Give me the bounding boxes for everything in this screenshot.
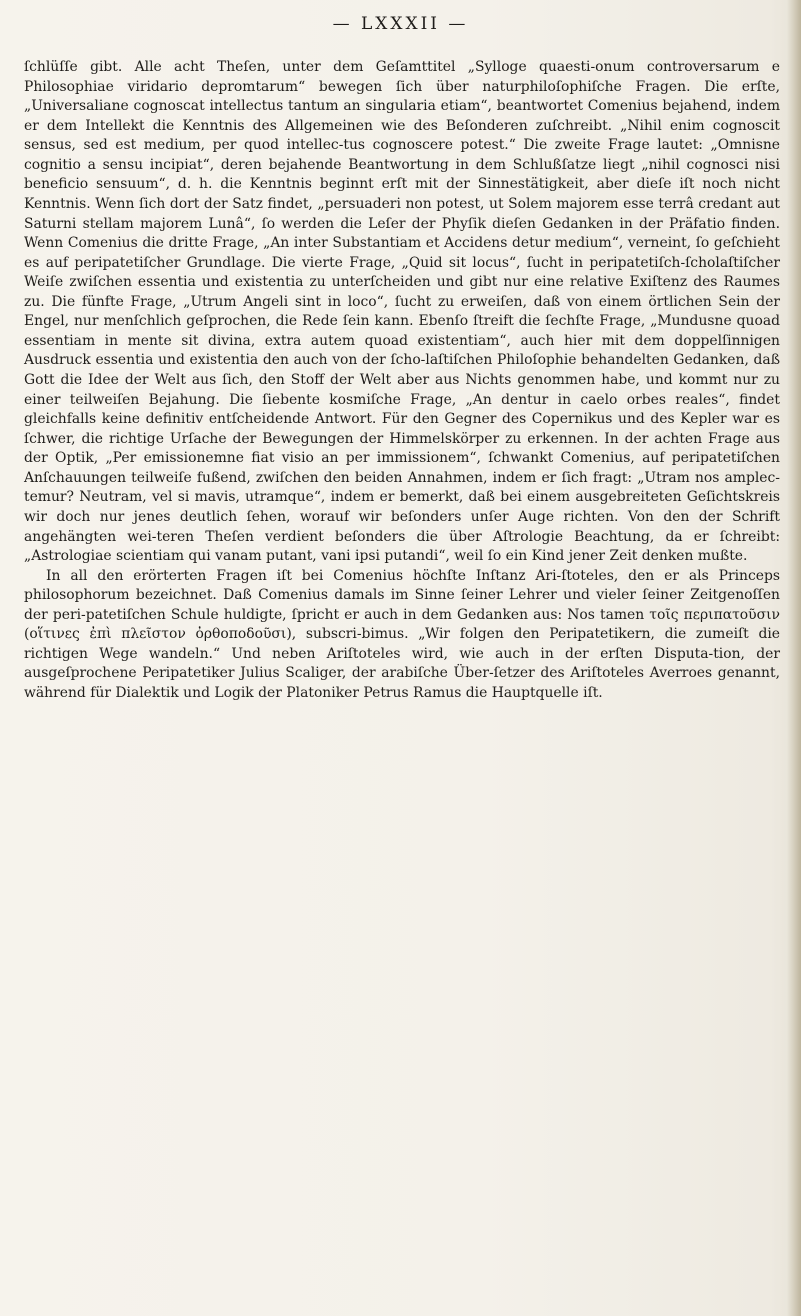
paragraph-aristotle: In all den erörterten Fragen iſt bei Comenius höchſte Inſtanz Ari-ſtoteles, den er als Princeps philosophorum bezeichnet. Daß Comenius damals im Sinne ſeiner Lehrer und vieler ſeiner Zeitgenoſſen der peri-patetiſchen Schule huldigte, ſpricht er auch in dem Gedanken aus: Nos tamen τοῖς περιπατοῦσιν (οἵτινες ἐπὶ πλεῖστον ὀρθοποδοῦσι), subscri-bimus. „Wir folgen den Peripatetikern, die zumeiſt die richtigen Wege wandeln.“ Und neben Ariſtoteles wird, wie auch in der erſten Disputa-tion, der ausgeſprochene Peripatetiker Julius Scaliger, der arabiſche Über-ſetzer des Ariſtoteles Averroes genannt, während für Dialektik und Logik der Platoniker Petrus Ramus die Hauptquelle iſt. <box>24 567 780 701</box>
page-edge-shadow <box>787 0 801 1316</box>
paragraph-theses: ſchlüſſe gibt. Alle acht Theſen, unter dem Geſamttitel „Sylloge quaesti-onum controversarum e Philosophiae viridario depromtarum“ bewegen ſich über naturphiloſophiſche Fragen. Die erſte, „Universaliane cognoscat intellectus tantum an singularia etiam“, beantwortet Comenius bejahend, indem er dem Intellekt die Kenntnis des Allgemeinen wie des Beſonderen zuſchreibt. „Nihil enim cognoscit sensus, sed est medium, per quod intellec-tus cognoscere potest.“ Die zweite Frage lautet: „Omnisne cognitio a sensu incipiat“, deren bejahende Beantwortung in dem Schlußſatze liegt „nihil cognosci nisi beneficio sensuum“, d. h. die Kenntnis beginnt erſt mit der Sinnestätigkeit, aber dieſe iſt noch nicht Kenntnis. Wenn ſich dort der Satz findet, „persuaderi non potest, ut Solem majorem esse terrâ credant aut Saturni stellam majorem Lunâ“, ſo werden die Leſer der Phyſik dieſen Gedanken in der Präfatio finden. Wenn Comenius die dritte Frage, „An inter Substantiam et Accidens detur medium“, verneint, ſo geſchieht es auf peripatetiſcher Grundlage. Die vierte Frage, „Quid sit locus“, ſucht in peripatetiſch-ſcholaſtiſcher Weiſe zwiſchen essentia und existentia zu unterſcheiden und gibt nur eine relative Exiſtenz des Raumes zu. Die fünfte Frage, „Utrum Angeli sint in loco“, ſucht zu erweiſen, daß von einem örtlichen Sein der Engel, nur menſchlich geſprochen, die Rede ſein kann. Ebenſo ſtreift die ſechſte Frage, „Mundusne quoad essentiam in mente sit divina, extra autem quoad existentiam“, auch hier mit dem doppelſinnigen Ausdruck essentia und existentia den auch von der ſcho-laſtiſchen Philoſophie behandelten Gedanken, daß Gott die Idee der Welt aus ſich, den Stoff der Welt aber aus Nichts genommen habe, und kommt nur zu einer teilweiſen Bejahung. Die ſiebente kosmiſche Frage, „An dentur in caelo orbes reales“, findet gleichfalls keine definitiv entſcheidende Antwort. Für den Gegner des Copernikus und des Kepler war es ſchwer, die richtige Urſache der Bewegungen der Himmelskörper zu erkennen. In der achten Frage aus der Optik, „Per emissionemne fiat visio an per immissionem“, ſchwankt Comenius, auf peripatetiſchen Anſchauungen teilweiſe fußend, zwiſchen den beiden Annahmen, indem er ſich fragt: „Utram nos amplec-temur? Neutram, vel si mavis, utramque“, indem er bemerkt, daß bei einem ausgebreiteten Geſichtskreis wir doch nur jenes deutlich ſehen, worauf wir beſonders unſer Auge richten. Von den der Schrift angehängten wei-teren Theſen verdient beſonders die über Aſtrologie Beachtung, da er ſchreibt: „Astrologiae scientiam qui vanam putant, vani ipsi putandi“, weil ſo ein Kind jener Zeit denken mußte. <box>24 59 780 565</box>
page-number-header: — LXXXII — <box>332 14 469 34</box>
body-text <box>24 58 780 704</box>
